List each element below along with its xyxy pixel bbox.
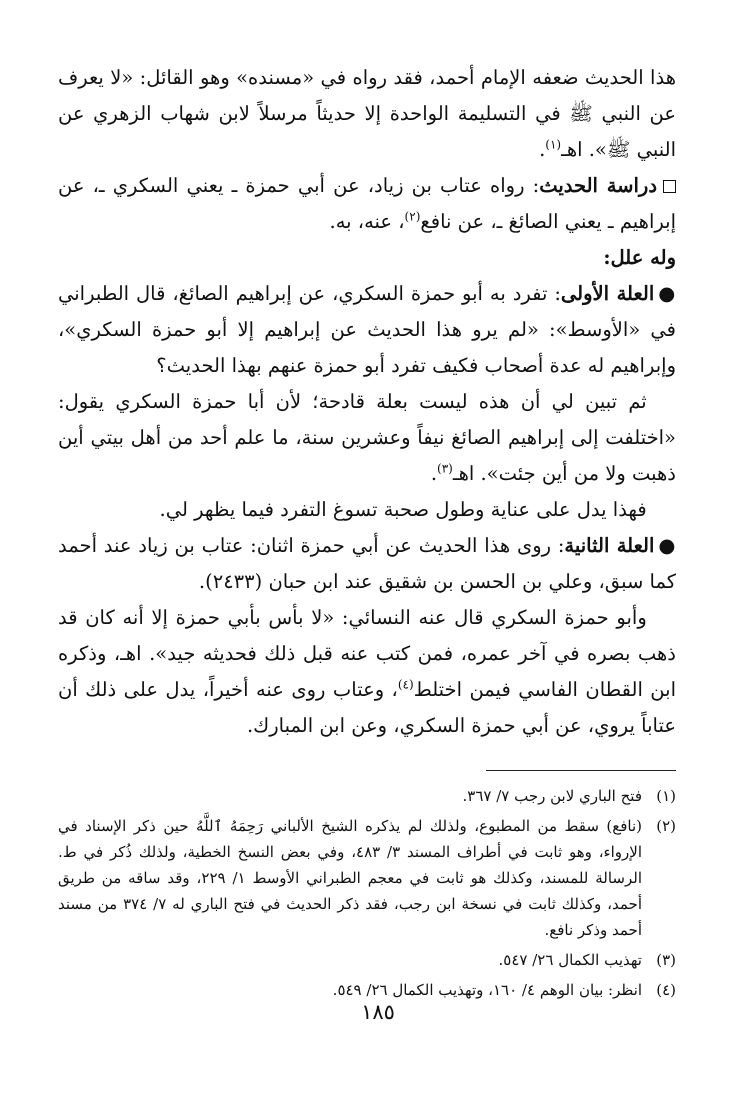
paragraph-hadith-study: دراسة الحديث: رواه عتاب بن زياد، عن أبي حمزة ـ يعني السكري ـ، عن إبراهيم ـ يعني الصائغ ـ، عن نافع$^{(٢)}$، عنه، به. xyxy=(58,174,676,233)
paragraph-8: وأبو حمزة السكري قال عنه النسائي: «لا بأس بأبي حمزة إلا أنه كان قد ذهب بصره في آخر عمره، فمن كتب عنه قبل ذلك فحديثه جيد». اهـ، وذكره ابن القطان الفاسي فيمن اختلط$^{(٤)}$، وعتاب روى عنه أخيراً، يدل على ذلك أن عتاباً يروي، عن أبي حمزة السكري، وعن ابن المبارك. xyxy=(58,606,676,737)
footnote-ref-4[interactable]: (٤) xyxy=(397,677,414,692)
bullet-icon: ● xyxy=(658,282,677,305)
footnote-separator xyxy=(486,770,676,771)
paragraph-6: فهذا يدل على عناية وطول صحبة تسوغ التفرد فيما يظهر لي. xyxy=(159,498,647,521)
footnote-number: (٣) xyxy=(656,951,676,969)
main-text xyxy=(58,60,676,744)
footnote-2 xyxy=(58,813,676,943)
footnote-number: (٤) xyxy=(656,981,676,999)
footnote-number: (١) xyxy=(656,787,676,805)
paragraph-5: ثم تبين لي أن هذه ليست بعلة قادحة؛ لأن أبا حمزة السكري يقول: «اختلفت إلى إبراهيم الصائغ نيفاً وعشرين سنة، ما علم أحد من أهل بيتي أين ذهبت ولا من أين جئت». اهـ$^{(٣)}$. xyxy=(58,390,676,485)
subheading-defects: وله علل: xyxy=(603,246,676,269)
footnote-text: تهذيب الكمال ٢٦/ ٥٤٧. xyxy=(498,951,642,969)
footnote-1 xyxy=(58,783,676,809)
paragraph-1: هذا الحديث ضعفه الإمام أحمد، فقد رواه في «مسنده» وهو القائل: «لا يعرف عن النبي ﷺ في التسليمة الواحدة إلا حديثاً مرسلاً لابن شهاب الزهري عن النبي ﷺ». اهـ$^{(١)}$. xyxy=(58,66,676,161)
footnotes xyxy=(58,783,676,1003)
footnote-text: انظر: بيان الوهم ٤/ ١٦٠، وتهذيب الكمال ٢٦/ ٥٤٩. xyxy=(332,981,642,999)
footnote-ref-3[interactable]: (٣) xyxy=(437,461,453,476)
footnote-text: (نافع) سقط من المطبوع، ولذلك لم يذكره الشيخ الألباني رَحِمَهُ ٱللَّهُ حين ذكر الإسناد في الإرواء، وهو ثابت في أطراف المسند ٣/ ٤٨٣، وفي بعض النسخ الخطية، ولذلك ذُكر في ط. الرسالة للمسند، وكذلك هو ثابت في معجم الطبراني الأوسط ١/ ٢٢٩، وقد ساقه من طريق أحمد، وكذلك ثابت في نسخة ابن رجب، فقد ذكر الحديث في فتح الباري له ٧/ ٣٧٤ من مسند أحمد وذكر نافع. xyxy=(58,817,643,939)
section-label-hadith-study: دراسة الحديث xyxy=(539,174,658,197)
paragraph-first-defect: ●العلة الأولى: تفرد به أبو حمزة السكري، عن إبراهيم الصائغ، قال الطبراني في «الأوسط»: «لم يرو هذا الحديث عن إبراهيم إلا أبو حمزة السكري»، وإبراهيم له عدة أصحاب فكيف تفرد أبو حمزة عنهم بهذا الحديث؟ xyxy=(58,282,677,377)
section-label-second-defect: العلة الثانية xyxy=(564,534,655,557)
footnote-number: (٢) xyxy=(656,817,676,835)
square-bullet-icon xyxy=(663,180,676,193)
page-number: ١٨٥ xyxy=(361,1000,395,1024)
section-label-first-defect: العلة الأولى xyxy=(560,282,655,305)
footnote-ref-2[interactable]: (٢) xyxy=(404,209,421,224)
bullet-icon: ● xyxy=(658,534,676,557)
footnote-text: فتح الباري لابن رجب ٧/ ٣٦٧. xyxy=(462,787,642,805)
paragraph-second-defect: ●العلة الثانية: روى هذا الحديث عن أبي حمزة اثنان: عتاب بن زياد عند أحمد كما سبق، وعلي بن الحسن بن شقيق عند ابن حبان (٢٤٣٣). xyxy=(58,534,676,593)
footnote-3 xyxy=(58,947,676,973)
footnote-ref-1[interactable]: (١) xyxy=(545,137,562,152)
